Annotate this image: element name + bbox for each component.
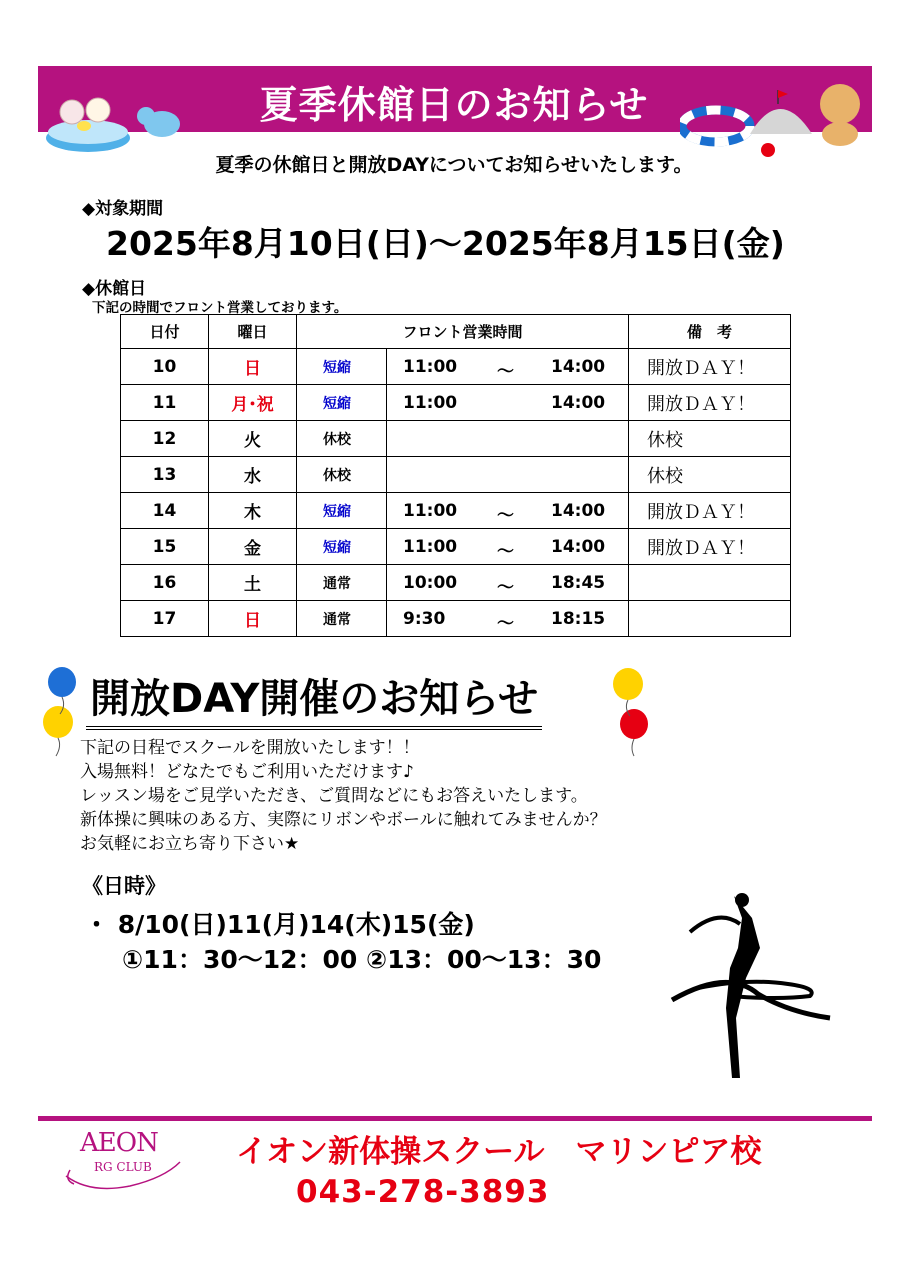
- row-date: 11: [121, 385, 209, 421]
- header-date: 日付: [121, 315, 209, 349]
- row-dow: 水: [209, 457, 297, 493]
- row-remark: 休校: [629, 457, 791, 493]
- open-day-dates: ・ 8/10(日)11(月)14(木)15(金): [84, 910, 475, 939]
- row-remark: [629, 565, 791, 601]
- row-hours: [387, 529, 629, 565]
- open-day-times: ①11：30～12：00 ②13：00～13：30: [122, 945, 602, 974]
- row-dow: 火: [209, 421, 297, 457]
- row-remark: [629, 601, 791, 637]
- row-date: 12: [121, 421, 209, 457]
- row-start: 9:30: [403, 609, 446, 629]
- open-day-title: 開放DAY開催のお知らせ: [86, 672, 542, 730]
- row-type: 短縮: [297, 529, 387, 565]
- table-row: [121, 457, 791, 493]
- table-row: [121, 421, 791, 457]
- table-row: [121, 601, 791, 637]
- footer-divider: [38, 1116, 872, 1121]
- row-hours: [387, 565, 629, 601]
- row-type: 通常: [297, 565, 387, 601]
- row-date: 17: [121, 601, 209, 637]
- table-header-row: [121, 315, 791, 349]
- period-label: ◆対象期間: [82, 199, 164, 219]
- row-dow: 金: [209, 529, 297, 565]
- row-type: 休校: [297, 457, 387, 493]
- row-date: 13: [121, 457, 209, 493]
- row-hours: [387, 493, 629, 529]
- pool-illustration: [44, 68, 184, 154]
- row-remark: 開放ＤＡＹ！: [629, 529, 791, 565]
- row-start: 11:00: [403, 393, 458, 413]
- row-remark: 開放ＤＡＹ！: [629, 349, 791, 385]
- row-remark: 開放ＤＡＹ！: [629, 493, 791, 529]
- description-line: 新体操に興味のある方、実際にリボンやボールに触れてみませんか？: [80, 810, 607, 830]
- row-end: 14:00: [551, 393, 606, 413]
- row-tilde: ～: [497, 506, 514, 526]
- row-remark: 開放ＤＡＹ！: [629, 385, 791, 421]
- row-hours: [387, 601, 629, 637]
- table-row: [121, 565, 791, 601]
- description-line: レッスン場をご見学いただき、ご質問などにもお答えいたします。: [80, 786, 588, 806]
- row-hours: [387, 349, 629, 385]
- table-row: [121, 385, 791, 421]
- row-tilde: ～: [497, 542, 514, 562]
- description-line: 下記の日程でスクールを開放いたします！！: [80, 738, 420, 758]
- closed-label: ◆休館日: [82, 279, 147, 299]
- school-name: イオン新体操スクール マリンピア校: [236, 1134, 762, 1170]
- table-row: [121, 529, 791, 565]
- header-remarks: 備 考: [629, 315, 791, 349]
- row-type: 短縮: [297, 493, 387, 529]
- schedule-body: [121, 349, 791, 637]
- row-start: 10:00: [403, 573, 458, 593]
- row-end: 14:00: [551, 501, 606, 521]
- header-dow: 曜日: [209, 315, 297, 349]
- row-hours: [387, 457, 629, 493]
- row-end: 18:45: [551, 573, 606, 593]
- period-value: 2025年8月10日(日)～2025年8月15日(金): [106, 224, 785, 263]
- aeon-logo: AEON: [80, 1128, 158, 1158]
- row-tilde: ～: [497, 362, 514, 382]
- gymnast-silhouette-icon: [668, 888, 838, 1084]
- row-date: 16: [121, 565, 209, 601]
- intro-text: 夏季の休館日と開放DAYについてお知らせいたします。: [215, 154, 693, 176]
- row-type: 短縮: [297, 385, 387, 421]
- row-tilde: ～: [497, 614, 514, 634]
- row-dow: 日: [209, 601, 297, 637]
- row-type: 休校: [297, 421, 387, 457]
- table-row: [121, 349, 791, 385]
- page-title: 夏季休館日のお知らせ: [259, 83, 649, 127]
- open-day-description: [80, 736, 607, 856]
- datetime-heading: 《日時》: [82, 874, 166, 898]
- description-line: 入場無料！どなたでもご利用いただけます♪: [80, 762, 414, 782]
- phone-number: 043-278-3893: [296, 1174, 550, 1210]
- row-dow: 月･祝: [209, 385, 297, 421]
- row-start: 11:00: [403, 357, 458, 377]
- schedule-table: [120, 314, 791, 637]
- logo-swirl-icon: [60, 1150, 186, 1198]
- row-tilde: ～: [497, 578, 514, 598]
- balloons-left-icon: [40, 666, 84, 758]
- row-dow: 木: [209, 493, 297, 529]
- row-remark: 休校: [629, 421, 791, 457]
- row-date: 15: [121, 529, 209, 565]
- balloons-right-icon: [606, 666, 654, 758]
- row-type: 通常: [297, 601, 387, 637]
- row-end: 18:15: [551, 609, 606, 629]
- row-end: 14:00: [551, 537, 606, 557]
- row-type: 短縮: [297, 349, 387, 385]
- row-hours: [387, 385, 629, 421]
- row-date: 14: [121, 493, 209, 529]
- closed-note: 下記の時間でフロント営業しております。: [92, 300, 348, 316]
- row-start: 11:00: [403, 501, 458, 521]
- rg-club-logo: RG CLUB: [94, 1160, 152, 1174]
- description-line: お気軽にお立ち寄り下さい★: [80, 834, 300, 854]
- table-row: [121, 493, 791, 529]
- row-dow: 日: [209, 349, 297, 385]
- row-start: 11:00: [403, 537, 458, 557]
- row-end: 14:00: [551, 357, 606, 377]
- row-dow: 土: [209, 565, 297, 601]
- header-hours: フロント営業時間: [297, 315, 629, 349]
- row-hours: [387, 421, 629, 457]
- row-date: 10: [121, 349, 209, 385]
